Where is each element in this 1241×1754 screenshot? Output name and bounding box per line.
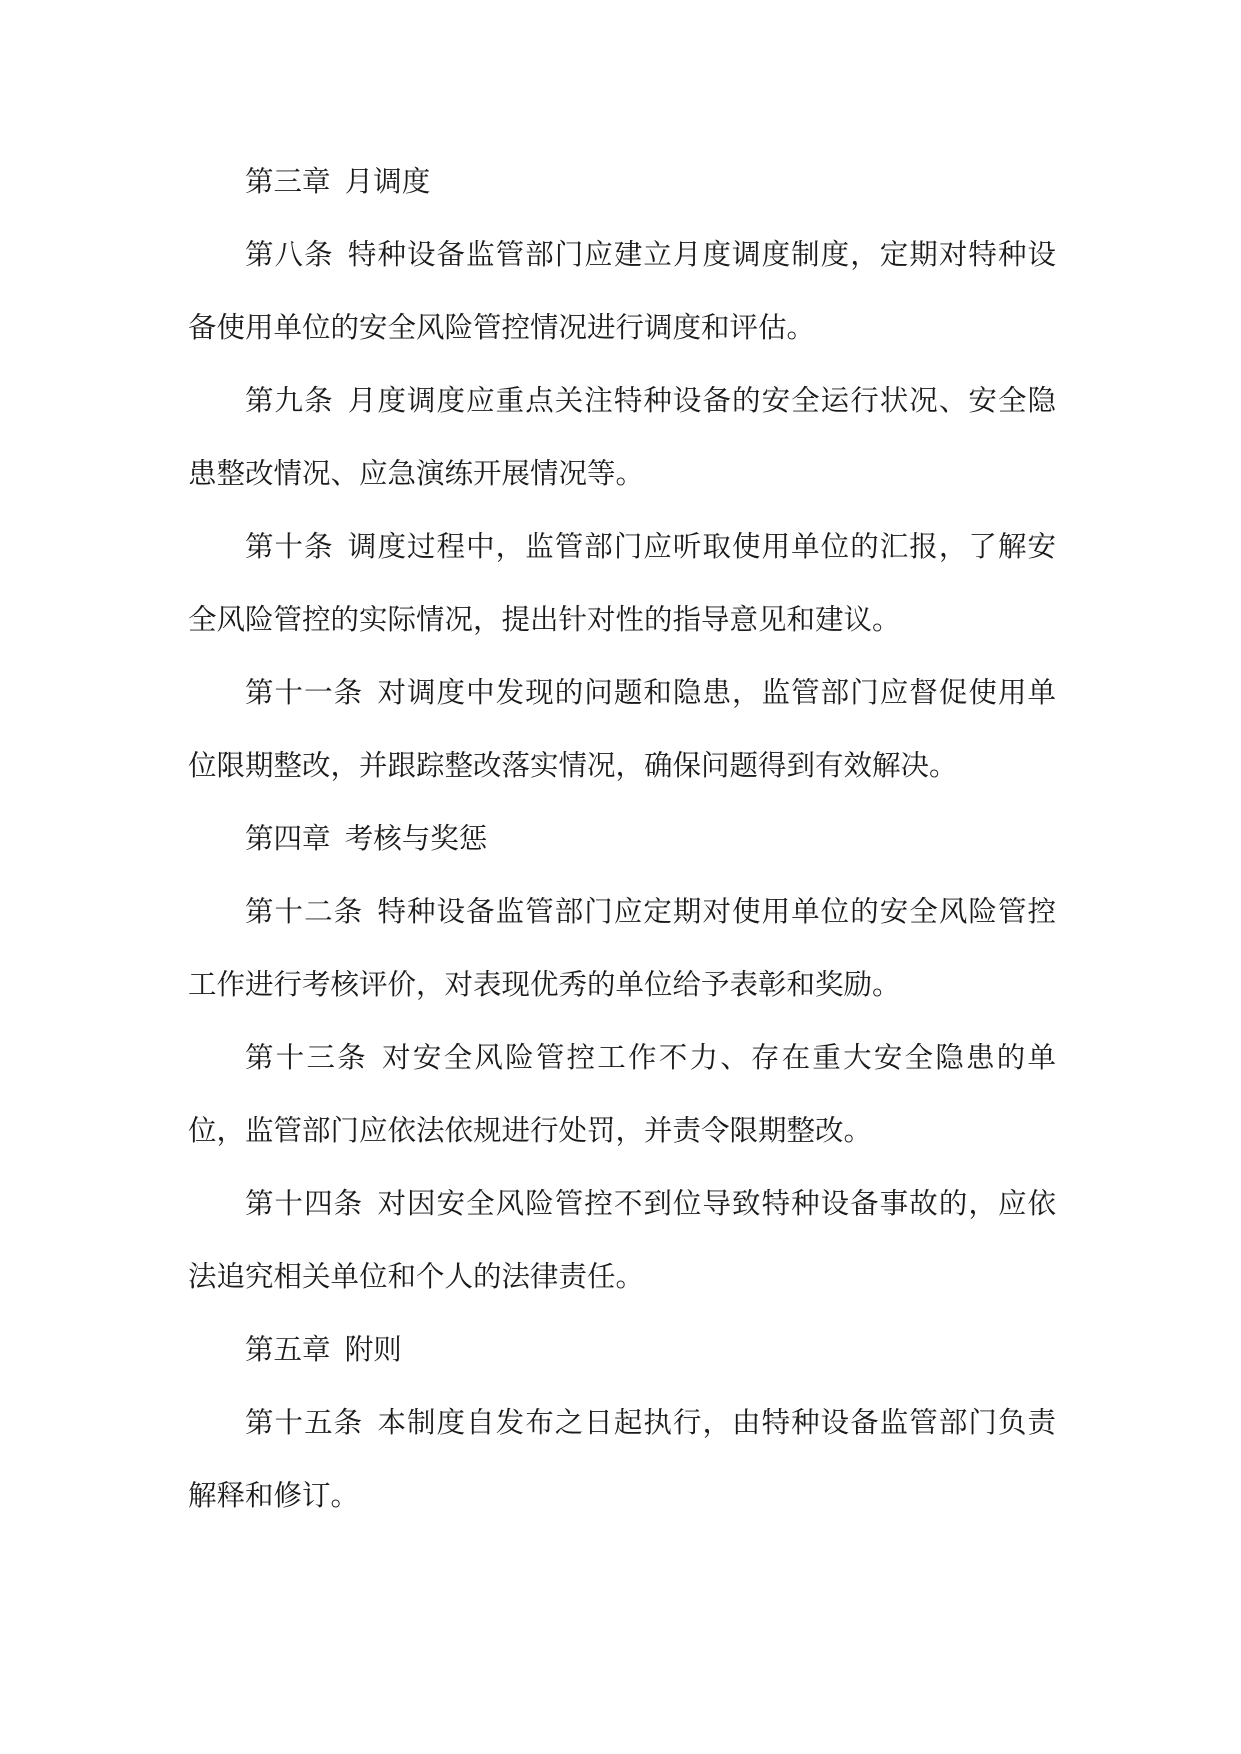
article-paragraph — [188, 1386, 1056, 1532]
chapter-number: 第四章 — [245, 822, 331, 855]
article-number: 第十三条 — [245, 1041, 368, 1074]
chapter-heading — [188, 802, 1056, 875]
article-paragraph — [188, 510, 1056, 656]
chapter-title: 附则 — [344, 1333, 402, 1366]
article-paragraph — [188, 364, 1056, 510]
chapter-number: 第三章 — [245, 165, 331, 198]
article-number: 第十条 — [245, 530, 334, 563]
article-text: 对因安全风险管控不到位导致特种设备事故的，应依法追究相关单位和个人的法律责任。 — [188, 1187, 1056, 1293]
document-body — [188, 145, 1056, 1532]
article-text: 特种设备监管部门应建立月度调度制度，定期对特种设备使用单位的安全风险管控情况进行调度和评估。 — [188, 238, 1056, 344]
chapter-title: 月调度 — [344, 165, 431, 198]
article-paragraph — [188, 656, 1056, 802]
chapter-heading — [188, 1313, 1056, 1386]
article-number: 第十二条 — [245, 895, 364, 928]
article-paragraph — [188, 1167, 1056, 1313]
chapter-heading — [188, 145, 1056, 218]
article-text: 月度调度应重点关注特种设备的安全运行状况、安全隐患整改情况、应急演练开展情况等。 — [188, 384, 1056, 490]
article-text: 本制度自发布之日起执行，由特种设备监管部门负责解释和修订。 — [188, 1406, 1056, 1512]
article-text: 特种设备监管部门应定期对使用单位的安全风险管控工作进行考核评价，对表现优秀的单位给予表彰和奖励。 — [188, 895, 1056, 1001]
article-paragraph — [188, 875, 1056, 1021]
article-number: 第十五条 — [245, 1406, 364, 1439]
article-text: 调度过程中，监管部门应听取使用单位的汇报，了解安全风险管控的实际情况，提出针对性的指导意见和建议。 — [188, 530, 1056, 636]
chapter-number: 第五章 — [245, 1333, 331, 1366]
article-number: 第十四条 — [245, 1187, 364, 1220]
article-text: 对安全风险管控工作不力、存在重大安全隐患的单位，监管部门应依法依规进行处罚，并责令限期整改。 — [188, 1041, 1056, 1147]
article-text: 对调度中发现的问题和隐患，监管部门应督促使用单位限期整改，并跟踪整改落实情况，确保问题得到有效解决。 — [188, 676, 1056, 782]
article-paragraph — [188, 218, 1056, 364]
article-paragraph — [188, 1021, 1056, 1167]
article-number: 第九条 — [245, 384, 334, 417]
chapter-title: 考核与奖惩 — [344, 822, 488, 855]
article-number: 第八条 — [245, 238, 334, 271]
article-number: 第十一条 — [245, 676, 364, 709]
